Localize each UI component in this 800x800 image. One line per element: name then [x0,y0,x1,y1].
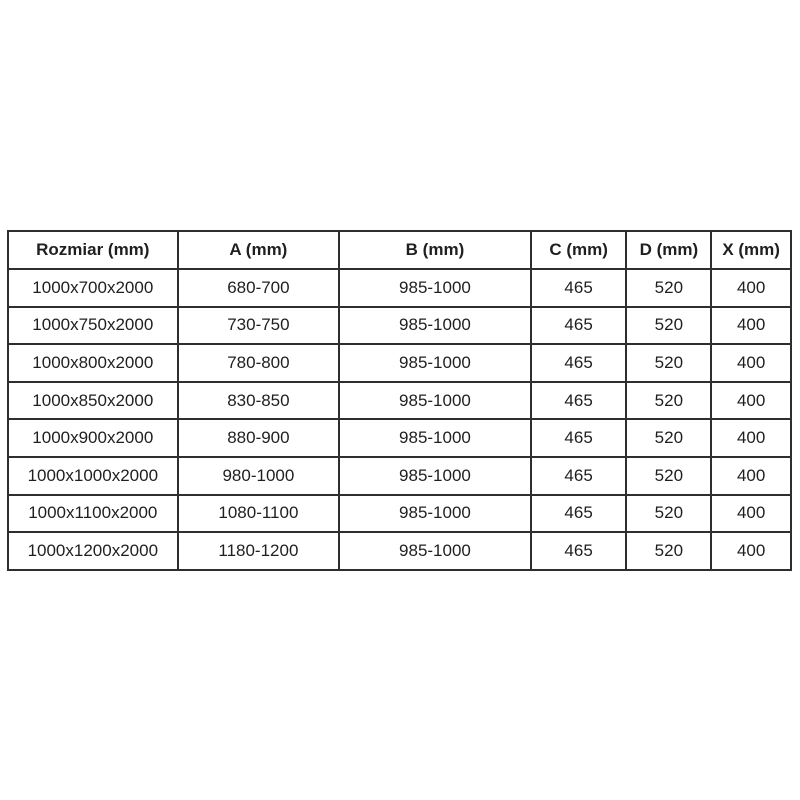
table-cell: 400 [711,419,791,457]
table-cell: 680-700 [178,269,340,307]
table-cell: 1000x700x2000 [8,269,178,307]
table-cell: 520 [626,307,711,345]
table-cell: 1000x1200x2000 [8,532,178,570]
column-header-x: X (mm) [711,231,791,269]
table-cell: 400 [711,495,791,533]
column-header-b: B (mm) [339,231,531,269]
table-body [8,269,791,570]
table-cell: 465 [531,269,627,307]
table-cell: 985-1000 [339,495,531,533]
table-cell: 1000x1000x2000 [8,457,178,495]
column-header-d: D (mm) [626,231,711,269]
table-cell: 400 [711,382,791,420]
table-cell: 520 [626,419,711,457]
table-cell: 830-850 [178,382,340,420]
spec-table-container [7,230,792,571]
size-spec-table [7,230,792,571]
table-row [8,344,791,382]
table-cell: 985-1000 [339,457,531,495]
table-cell: 985-1000 [339,532,531,570]
table-cell: 1000x850x2000 [8,382,178,420]
table-cell: 520 [626,532,711,570]
table-cell: 985-1000 [339,307,531,345]
table-cell: 1000x900x2000 [8,419,178,457]
table-cell: 1000x1100x2000 [8,495,178,533]
table-cell: 400 [711,532,791,570]
column-header-a: A (mm) [178,231,340,269]
table-cell: 1180-1200 [178,532,340,570]
table-row [8,382,791,420]
table-cell: 520 [626,269,711,307]
table-cell: 400 [711,269,791,307]
table-cell: 730-750 [178,307,340,345]
table-cell: 880-900 [178,419,340,457]
table-row [8,269,791,307]
table-cell: 465 [531,382,627,420]
table-cell: 1080-1100 [178,495,340,533]
table-cell: 780-800 [178,344,340,382]
table-cell: 1000x750x2000 [8,307,178,345]
table-cell: 465 [531,495,627,533]
table-cell: 520 [626,457,711,495]
table-cell: 1000x800x2000 [8,344,178,382]
table-row [8,495,791,533]
table-cell: 465 [531,532,627,570]
table-cell: 400 [711,457,791,495]
table-row [8,532,791,570]
table-cell: 985-1000 [339,344,531,382]
column-header-c: C (mm) [531,231,627,269]
table-cell: 980-1000 [178,457,340,495]
table-cell: 465 [531,307,627,345]
table-cell: 400 [711,307,791,345]
table-cell: 985-1000 [339,382,531,420]
table-row [8,457,791,495]
table-cell: 465 [531,419,627,457]
table-cell: 465 [531,457,627,495]
column-header-rozmiar: Rozmiar (mm) [8,231,178,269]
table-row [8,419,791,457]
table-cell: 985-1000 [339,419,531,457]
table-cell: 520 [626,495,711,533]
table-row [8,307,791,345]
table-cell: 400 [711,344,791,382]
table-header-row [8,231,791,269]
table-cell: 985-1000 [339,269,531,307]
table-cell: 465 [531,344,627,382]
table-cell: 520 [626,344,711,382]
table-cell: 520 [626,382,711,420]
